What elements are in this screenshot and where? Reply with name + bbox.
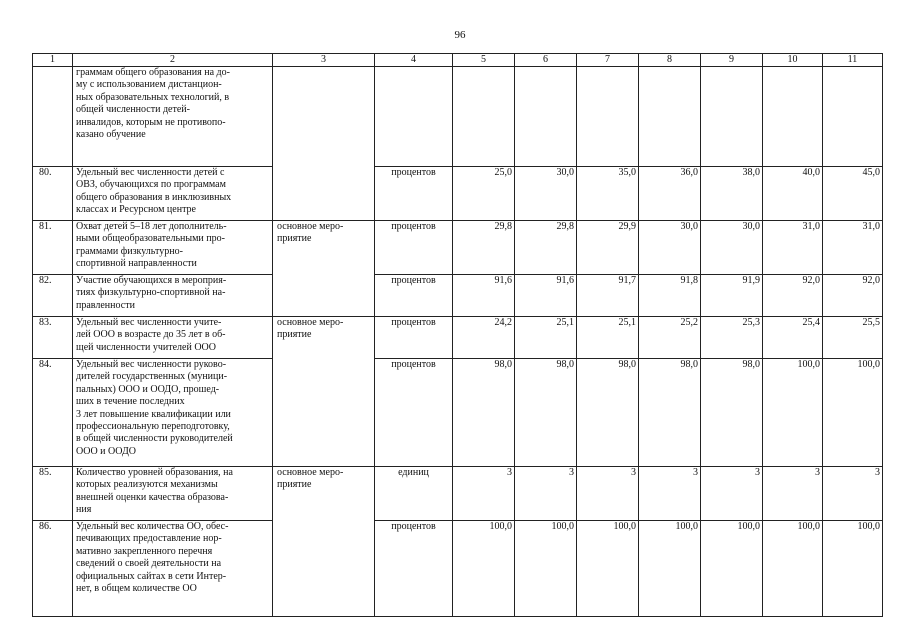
event-cell: основное меро- приятие: [273, 221, 375, 317]
column-header: 10: [763, 54, 823, 67]
indicator-description: Количество уровней образования, на которых реализуются механизмы внешней оценки качества образова- ния: [73, 467, 273, 521]
value-cell: 36,0: [639, 167, 701, 221]
table-row: [33, 275, 883, 317]
value-cell: 98,0: [515, 359, 577, 467]
value-cell: 29,8: [453, 221, 515, 275]
value-cell: [515, 67, 577, 167]
unit-cell: процентов: [375, 521, 453, 617]
value-cell: 31,0: [823, 221, 883, 275]
value-cell: 100,0: [763, 359, 823, 467]
indicator-description: Удельный вес численности учите- лей ООО в возрасте до 35 лет в об- щей численности учителей ООО: [73, 317, 273, 359]
event-cell: [273, 67, 375, 221]
value-cell: 38,0: [701, 167, 763, 221]
value-cell: [823, 67, 883, 167]
row-number: [33, 67, 73, 167]
table-row: [33, 317, 883, 359]
value-cell: 3: [763, 467, 823, 521]
table-row: [33, 167, 883, 221]
unit-cell: процентов: [375, 317, 453, 359]
column-header: 5: [453, 54, 515, 67]
indicator-table: [32, 53, 883, 617]
row-number: 82.: [33, 275, 73, 317]
value-cell: 25,5: [823, 317, 883, 359]
row-number: 80.: [33, 167, 73, 221]
column-header: 11: [823, 54, 883, 67]
value-cell: 100,0: [823, 521, 883, 617]
value-cell: 3: [823, 467, 883, 521]
value-cell: 100,0: [453, 521, 515, 617]
value-cell: 40,0: [763, 167, 823, 221]
value-cell: 25,3: [701, 317, 763, 359]
value-cell: 100,0: [763, 521, 823, 617]
value-cell: [639, 67, 701, 167]
unit-cell: процентов: [375, 167, 453, 221]
value-cell: 91,6: [453, 275, 515, 317]
value-cell: 35,0: [577, 167, 639, 221]
value-cell: 3: [453, 467, 515, 521]
value-cell: 100,0: [577, 521, 639, 617]
value-cell: 29,9: [577, 221, 639, 275]
row-number: 81.: [33, 221, 73, 275]
table-row: [33, 521, 883, 617]
value-cell: 91,8: [639, 275, 701, 317]
value-cell: 98,0: [701, 359, 763, 467]
column-header: 1: [33, 54, 73, 67]
indicator-description: Удельный вес численности детей с ОВЗ, обучающихся по программам общего образования в инклюзивных классах и Ресурсном центре: [73, 167, 273, 221]
row-number: 84.: [33, 359, 73, 467]
value-cell: [701, 67, 763, 167]
unit-cell: единиц: [375, 467, 453, 521]
unit-cell: [375, 67, 453, 167]
value-cell: 25,1: [577, 317, 639, 359]
value-cell: 100,0: [823, 359, 883, 467]
value-cell: 3: [515, 467, 577, 521]
value-cell: 3: [701, 467, 763, 521]
value-cell: 24,2: [453, 317, 515, 359]
event-cell: основное меро- приятие: [273, 467, 375, 617]
value-cell: 3: [639, 467, 701, 521]
row-number: 83.: [33, 317, 73, 359]
unit-cell: процентов: [375, 221, 453, 275]
value-cell: [453, 67, 515, 167]
indicator-description: Участие обучающихся в мероприя- тиях физкультурно-спортивной на- правленности: [73, 275, 273, 317]
column-header: 7: [577, 54, 639, 67]
column-header: 4: [375, 54, 453, 67]
table-row: [33, 221, 883, 275]
value-cell: 25,4: [763, 317, 823, 359]
value-cell: 25,1: [515, 317, 577, 359]
value-cell: 31,0: [763, 221, 823, 275]
unit-cell: процентов: [375, 275, 453, 317]
table-row: [33, 467, 883, 521]
indicator-description: Охват детей 5–18 лет дополнитель- ными общеобразовательными про- граммами физкультурно- спортивной направленности: [73, 221, 273, 275]
value-cell: 91,9: [701, 275, 763, 317]
indicator-description: Удельный вес количества ОО, обес- печивающих предоставление нор- мативно закрепленного перечня сведений о своей деятельности на официальных сайтах в сети Интер- нет, в общем количестве ОО: [73, 521, 273, 617]
value-cell: 3: [577, 467, 639, 521]
value-cell: 92,0: [823, 275, 883, 317]
value-cell: [577, 67, 639, 167]
value-cell: 92,0: [763, 275, 823, 317]
indicator-description: граммам общего образования на до- му с использованием дистанцион- ных образовательных технологий, в общей численности детей- инвалидов, которым не противопо- казано обучение: [73, 67, 273, 167]
page-number: 96: [454, 29, 466, 41]
column-header: 6: [515, 54, 577, 67]
value-cell: 30,0: [515, 167, 577, 221]
value-cell: 98,0: [577, 359, 639, 467]
value-cell: 98,0: [639, 359, 701, 467]
column-header: 3: [273, 54, 375, 67]
value-cell: 100,0: [639, 521, 701, 617]
indicator-description: Удельный вес численности руково- дителей государственных (муници- пальных) ООО и ООДО, прошед- ших в течение последних 3 лет повышение квалификации или профессиональную переподготовку, в общей численности руководителей ООО и ООДО: [73, 359, 273, 467]
table-row: [33, 359, 883, 467]
column-header: 8: [639, 54, 701, 67]
column-header: 9: [701, 54, 763, 67]
value-cell: 91,6: [515, 275, 577, 317]
table-row: [33, 67, 883, 167]
value-cell: 29,8: [515, 221, 577, 275]
row-number: 85.: [33, 467, 73, 521]
value-cell: 30,0: [701, 221, 763, 275]
row-number: 86.: [33, 521, 73, 617]
unit-cell: процентов: [375, 359, 453, 467]
value-cell: 91,7: [577, 275, 639, 317]
value-cell: 98,0: [453, 359, 515, 467]
value-cell: 100,0: [701, 521, 763, 617]
value-cell: [763, 67, 823, 167]
header-row: [33, 54, 883, 67]
value-cell: 100,0: [515, 521, 577, 617]
value-cell: 45,0: [823, 167, 883, 221]
column-header: 2: [73, 54, 273, 67]
value-cell: 25,0: [453, 167, 515, 221]
value-cell: 25,2: [639, 317, 701, 359]
event-cell: основное меро- приятие: [273, 317, 375, 467]
value-cell: 30,0: [639, 221, 701, 275]
